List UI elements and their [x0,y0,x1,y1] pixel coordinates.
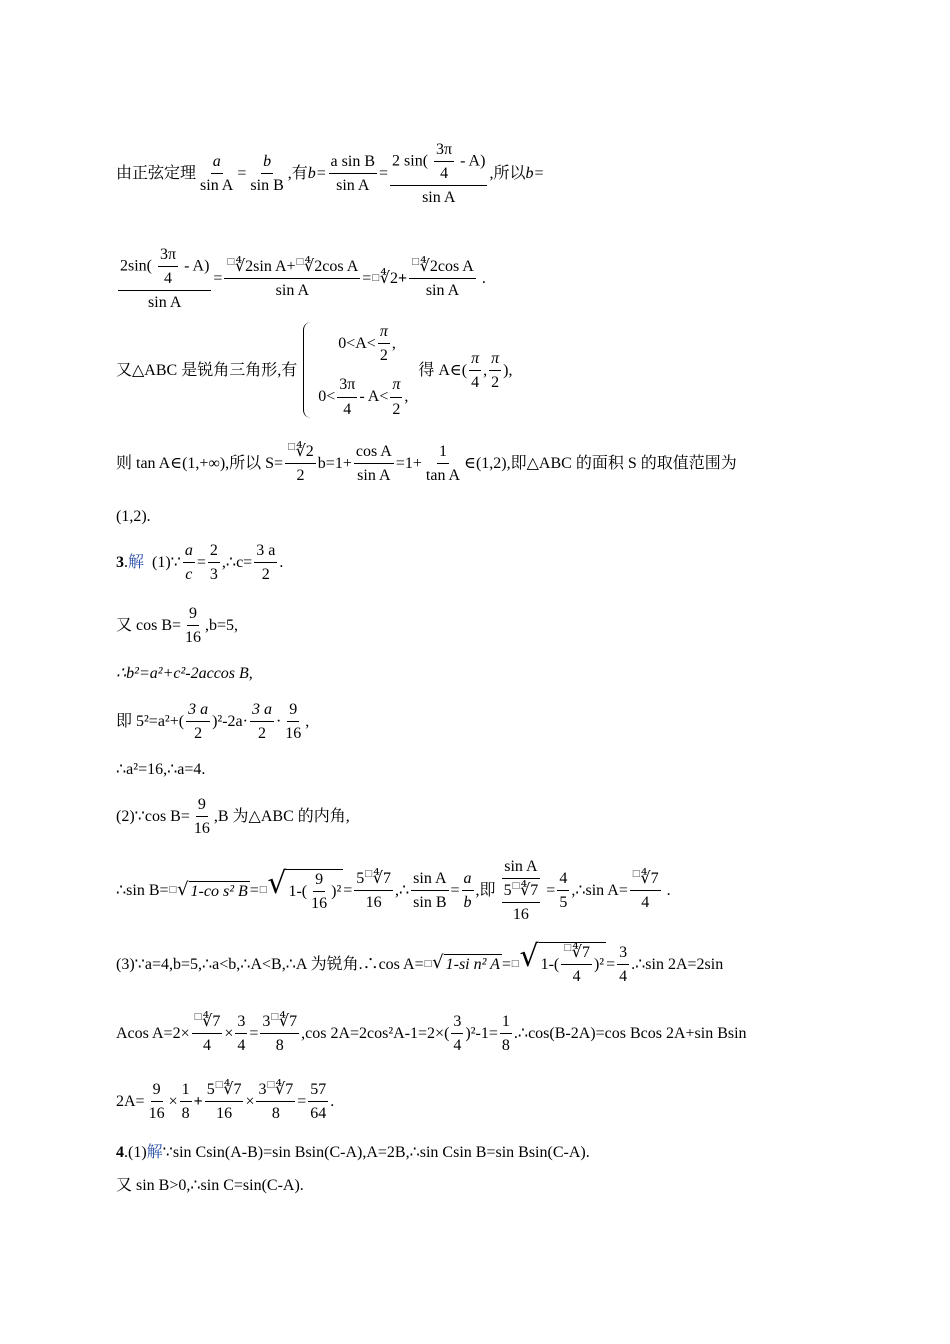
fraction: $\frac{a}{b}$ [463,870,472,912]
text: (1,2). [116,508,151,525]
fraction [198,152,235,195]
solution-label: 解 [128,554,145,572]
text: ,∴sin A= [571,882,628,900]
text: 又 cos B= [116,617,182,635]
text: 即 5²=a²+( [116,713,185,731]
fraction [409,257,476,300]
text: 又△ABC 是锐角三角形,有 [116,361,298,379]
text: ,即 [475,882,496,900]
fraction: $\frac{9}{16}$ [148,1081,165,1123]
text: ∴a²=16,∴a=4. [116,761,206,778]
text: 2A= [116,1093,145,1111]
fraction: $\frac{1}{8}$ [181,1081,190,1123]
numerator: a [211,152,223,174]
fraction: $\frac{\text{sin A}}{\text{sin B}}$ [413,870,447,912]
fraction: $\frac{4}{5}$ [559,870,568,912]
text: (2)∵cos B= [116,808,190,826]
text: .∴sin 2A=2sin [631,955,724,973]
fraction: $\frac{3}{4}$ [237,1013,246,1055]
fraction: $\frac{3^□∜7}{8}$ [258,1080,294,1123]
fraction: $\frac{^□∜7}{4}$ [193,1012,221,1055]
line-cosB [116,604,830,647]
line-q3-part3: (3)∵a=4,b=5,∴a<b,∴A<B,∴A 为锐角.∴cos A= □ √ 1-si n² A = □ √ 1-( $\frac{^□∜7}{4}$ )² = $\frac{3}{4}$ .∴sin 2A=2sin [116,939,724,986]
line-acute-triangle: 又△ABC 是锐角三角形,有 0<A< $\frac{\pi}{2}$ , 0< $\frac{3\pi}{4}$ - A< $\frac{\pi}{2}$ , 得 A∈( $\frac{\pi}{4}$ , $\frac{\pi}{2}$ ), [116,323,513,418]
fraction: $\frac{3}{4}$ [453,1013,462,1055]
fraction [118,245,211,313]
numerator: b [261,152,273,174]
text: . [481,270,486,288]
numerator: a sin B [329,152,377,174]
text: b= [307,165,327,183]
line-q4-sinC [116,1176,830,1195]
brace [303,322,312,418]
text: ,b=5, [205,617,239,635]
fraction: $\frac{^□∜2}{2}$ [287,442,314,485]
fraction: $\frac{2}{3}$ [209,542,218,584]
text: (3)∵a=4,b=5,∴a<b,∴A<B,∴A 为锐角.∴cos A= [116,955,424,973]
denominator: sin A [336,177,370,195]
text: ,cos 2A=2cos²A-1=2×( [301,1025,450,1043]
fraction: $\frac{57}{64}$ [310,1081,327,1123]
text: Acos A=2× [116,1025,190,1043]
line-q3-part2 [116,795,830,838]
fraction: $\frac{5^□∜7}{16}$ [206,1080,242,1123]
denominator: sin A [148,294,182,312]
line-q3-part1: 3 . 解 (1)∵ $\frac{a}{c}$ = $\frac{2}{3}$ ,∴c= $\frac{3 a}{2}$ . [116,542,284,584]
text: ∈(1,2),即△ABC 的面积 S 的取值范围为 [464,455,737,473]
text: b=1+ [317,455,352,473]
fraction [224,257,360,300]
text: ∴b²=a²+c²-2accos B, [116,665,253,682]
sqrt: √ 1-( $\frac{^□∜7}{4}$ )² [519,939,605,986]
line-b-expression: 2sin( $\frac{3\pi}{4}$ - A) sin A = $\frac{^□∜2\sin A+^□∜2\cos A}{\text{sin A}}$ = □ ∜ 2 + $\frac{^□∜2\cos A}{\text{sin A}}$ . [120,246,486,312]
line-cos-result: 2A= $\frac{9}{16}$ × $\frac{1}{8}$ + $\frac{5^□∜7}{16}$ × $\frac{3^□∜7}{8}$ = $\frac{57}{64}$ . [116,1080,335,1123]
text: ,有 [287,165,308,183]
text: ,∴c= [221,554,253,572]
fraction: $\frac{5^□∜7}{16}$ [356,869,391,912]
fraction: $\frac{3 a}{2}$ [256,542,276,584]
text: )²-2a· [212,713,248,731]
sqrt: √ 1-( $\frac{9}{16}$ )² [267,865,342,912]
line-cosine-law [116,664,830,683]
fraction: $\frac{9}{16}$ [185,605,202,647]
fraction: $\frac{9}{16}$ [285,701,302,743]
text: =1+ [395,455,422,473]
denominator: sin B [250,177,284,195]
numerator: 2 sin( $\frac{3\pi}{4}$ - A) [390,140,487,186]
line-sine-law: 由正弦定理 $\frac{a}{\text{sin A}}$ = $\frac{b}{\text{sin B}}$ ,有 b= $\frac{\text{a sin B}}{\text{sin A}}$ = 2 sin( $\frac{3\pi}{4}$ - A) sin A ,所以 b= [116,141,545,207]
fraction: $\frac{1}{\text{tan A}}$ [425,443,461,485]
fraction: $\frac{3 a}{2}$ [188,701,209,743]
solution-label: 解 [146,1144,163,1161]
denominator: sin A [425,282,460,300]
numerator: □∜2cos A [409,257,476,279]
denominator: sin A [200,177,234,195]
fraction: $\frac{a}{c}$ [184,542,193,584]
text: 又 sin B>0,∴sin C=sin(C-A). [116,1177,304,1194]
fraction: $\frac{^□∜7}{4}$ [631,869,659,912]
line-area-range [116,442,830,485]
line-sinB: ∴sin B= □ √ 1-co s² B = □ √ 1-( $\frac{9}{16}$ )² = $\frac{5^□∜7}{16}$ ,∴ $\frac{\text{sin A}}{\text{sin B}}$ = $\frac{a}{b}$ ,即 $\frac{\text{sin A}}{\frac{5^□∜7}{16}}$ = $\frac{4}{5}$ ,∴sin A= $\frac{^□∜7}{4}$ . [116,858,671,924]
fraction [329,152,377,195]
fraction: $\frac{1}{8}$ [501,1013,510,1055]
text: 则 tan A∈(1,+∞),所以 S= [116,455,284,473]
fraction: $\frac{\pi}{4}$ [471,349,480,391]
fraction: $\frac{\pi}{2}$ [491,349,500,391]
text: )²-1= [465,1025,498,1043]
numerator: 2sin( $\frac{3\pi}{4}$ - A) [118,245,211,291]
text: ,所以 [489,165,526,183]
line-a-value [116,760,830,779]
fraction: $\frac{3}{4}$ [619,943,628,985]
denominator: sin A [275,282,310,300]
text: b= [525,165,545,183]
fraction: $\frac{9}{16}$ [193,796,210,838]
text: .∴cos(B-2A)=cos Bcos 2A+sin Bsin [513,1025,747,1043]
sqrt: √ 1-si n² A [432,952,500,974]
line-sin2A: Acos A=2× $\frac{^□∜7}{4}$ × $\frac{3}{4}$ = $\frac{3^□∜7}{8}$ ,cos 2A=2cos²A-1=2×( $\frac{3}{4}$ )²-1= $\frac{1}{8}$ .∴cos(B-2A)=cos Bcos 2A+sin Bsin [116,1012,747,1055]
text: (1)∵ [152,554,181,572]
text: ∴sin B= [116,882,169,900]
question-number: 3 [116,554,124,572]
fraction [248,152,285,195]
text: 由正弦定理 [116,165,197,183]
text: 2 [390,270,398,288]
sqrt: √ 1-co s² B [177,878,248,900]
fraction: $\frac{\text{cos A}}{\text{sin A}}$ [355,443,392,485]
text: ∵sin Csin(A-B)=sin Bsin(C-A),A=2B,∴sin Csin B=sin Bsin(C-A). [162,1144,590,1161]
numerator: □∜2sin A+□∜2cos A [224,257,360,279]
text: + [398,270,408,288]
text: ,B 为△ABC 的内角, [213,808,350,826]
fraction: $\frac{3^□∜7}{8}$ [262,1012,298,1055]
line-substitution: 即 5²=a²+( $\frac{3 a}{2}$ )²-2a· $\frac{3 a}{2}$ · $\frac{9}{16}$ , [116,701,310,743]
question-number: 4 [116,1144,124,1161]
denominator: sin A [422,189,456,207]
line-q4-part1: 4 .(1) 解 ∵sin Csin(A-B)=sin Bsin(C-A),A=2B,∴sin Csin B=sin Bsin(C-A). [116,1144,590,1161]
fraction: $\frac{3 a}{2}$ [251,701,272,743]
text: 得 A∈( [418,361,468,379]
text: ), [503,361,513,379]
inequality-system: 0<A< $\frac{\pi}{2}$ , 0< $\frac{3\pi}{4}$ - A< $\frac{\pi}{2}$ , [303,322,408,419]
line-range-result [116,507,830,526]
text: ,∴ [394,882,410,900]
fraction [390,140,487,208]
fraction: $\frac{\text{sin A}}{\frac{5^□∜7}{16}}$ [503,858,539,924]
